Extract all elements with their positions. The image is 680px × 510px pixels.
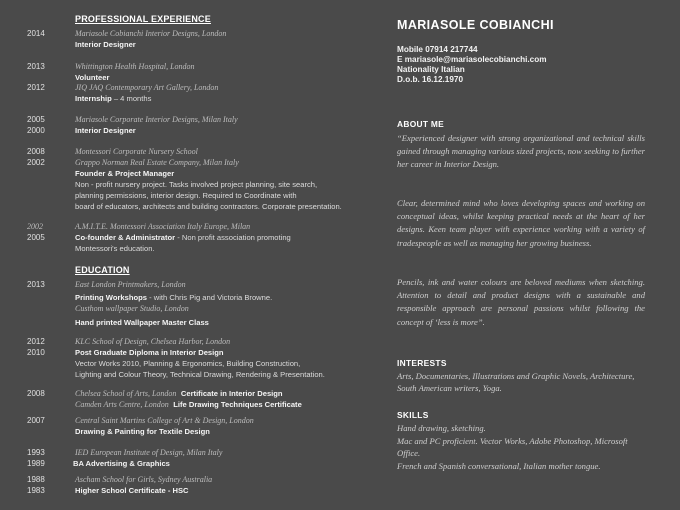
employer: Grappo Norman Real Estate Company, Milan Italy <box>75 158 239 167</box>
job-title: Internship <box>75 94 112 103</box>
section-heading-education: EDUCATION <box>75 265 130 275</box>
job-duration: – 4 months <box>111 94 152 103</box>
skills-item: Mac and PC proficient. Vector Works, Adobe Photoshop, Microsoft Office. <box>397 436 628 458</box>
interests-text: Arts, Documentaries, Illustrations and Graphic Novels, Architecture, South American writers, Yoga. <box>397 371 635 393</box>
year: 2008 <box>27 389 45 398</box>
institution: Chelsea School of Arts, London <box>75 389 177 398</box>
section-heading-skills: SKILLS <box>397 410 429 420</box>
course: BA Advertising & Graphics <box>73 459 170 468</box>
employer: Montessori Corporate Nursery School <box>75 147 198 156</box>
job-description: planning permissions, interior design. Required to Coordinate with <box>75 191 297 200</box>
employer: JIQ JAQ Contemporary Art Gallery, London <box>75 83 219 92</box>
year: 1993 <box>27 448 45 457</box>
institution: Central Saint Martins College of Art & Design, London <box>75 416 254 425</box>
course-line <box>75 293 272 303</box>
job-title: Volunteer <box>75 73 110 82</box>
mobile: Mobile 07914 217744 <box>397 45 478 54</box>
year: 2002 <box>27 222 43 231</box>
section-heading-about: ABOUT ME <box>397 119 445 129</box>
institution: IED European Institute of Design, Milan Italy <box>75 448 223 457</box>
course: Higher School Certificate - HSC <box>75 486 189 495</box>
course: Printing Workshops <box>75 293 148 302</box>
year: 2008 <box>27 147 45 156</box>
section-heading-interests: INTERESTS <box>397 358 447 368</box>
course-description: Lighting and Colour Theory, Technical Drawing, Rendering & Presentation. <box>75 370 325 379</box>
institution: Ascham School for Girls, Sydney Australia <box>75 475 213 484</box>
job-title-suffix: - Non profit association promoting <box>175 233 291 242</box>
course-line <box>75 389 283 399</box>
employer: Mariasole Corporate Interior Designs, Milan Italy <box>75 115 238 124</box>
course: Life Drawing Techniques Certificate <box>173 400 302 409</box>
course: Certificate in Interior Design <box>180 389 283 398</box>
job-title-line <box>75 94 151 104</box>
job-title: Interior Designer <box>75 126 136 135</box>
year: 1989 <box>27 459 45 468</box>
skills-item: French and Spanish conversational, Italian mother tongue. <box>397 461 601 471</box>
institution: East London Printmakers, London <box>75 280 186 289</box>
course-detail: - with Chris Pig and Victoria Browne. <box>147 293 273 302</box>
year: 2000 <box>27 126 45 135</box>
employer: Mariasole Cobianchi Interior Designs, London <box>75 29 227 38</box>
section-heading-experience: PROFESSIONAL EXPERIENCE <box>75 14 211 24</box>
about-paragraph: Clear, determined mind who loves developing spaces and working on conceptual ideas, whilst keeping practical needs at the heart of her designs. Keen team player with experience working with a variety of tradespeople as well as managing her growing business. <box>397 198 645 248</box>
job-description: Montessori's education. <box>75 244 155 253</box>
email: E mariasole@mariasolecobianchi.com <box>397 55 547 64</box>
skills-item: Hand drawing, sketching. <box>397 423 486 433</box>
year: 2012 <box>27 337 45 346</box>
year: 2002 <box>27 158 45 167</box>
year: 2007 <box>27 416 45 425</box>
course: Drawing & Painting for Textile Design <box>75 427 210 436</box>
year: 1983 <box>27 486 45 495</box>
employer: Whittington Health Hospital, London <box>75 62 195 71</box>
job-title: Co-founder & Administrator <box>75 233 176 242</box>
course-line <box>75 400 302 410</box>
about-paragraph: “Experienced designer with strong organizational and technical skills gained through managing various sized projects, now seeking to further her career in Interior Design. <box>397 133 645 170</box>
year: 2005 <box>27 115 45 124</box>
job-title-line <box>75 233 291 243</box>
institution: Custhom wallpaper Studio, London <box>75 304 189 313</box>
year: 2005 <box>27 233 45 242</box>
course-description: Vector Works 2010, Planning & Ergonomics, Building Construction, <box>75 359 301 368</box>
institution: Camden Arts Centre, London <box>75 400 169 409</box>
nationality: Nationality Italian <box>397 65 465 74</box>
year: 2014 <box>27 29 45 38</box>
about-paragraph: Pencils, ink and water colours are beloved mediums when sketching. Attention to detail and product designs with a sustainable and responsible approach are personal passions whilst following the concept of ‘less is more”. <box>397 277 645 327</box>
job-description: board of educators, architects and building contractors. Corporate presentation. <box>75 202 342 211</box>
job-title: Founder & Project Manager <box>75 169 175 178</box>
year: 2012 <box>27 83 45 92</box>
institution: KLC School of Design, Chelsea Harbor, London <box>75 337 231 346</box>
year: 2013 <box>27 280 45 289</box>
candidate-name: MARIASOLE COBIANCHI <box>397 18 554 32</box>
course: Hand printed Wallpaper Master Class <box>75 318 209 327</box>
year: 2013 <box>27 62 45 71</box>
year: 1988 <box>27 475 45 484</box>
job-title: Interior Designer <box>75 40 136 49</box>
employer: A.M.I.T.E. Montessori Association Italy Europe, Milan <box>75 222 251 231</box>
year: 2010 <box>27 348 45 357</box>
date-of-birth: D.o.b. 16.12.1970 <box>397 75 463 84</box>
job-description: Non - profit nursery project. Tasks involved project planning, site search, <box>75 180 318 189</box>
course: Post Graduate Diploma in Interior Design <box>75 348 224 357</box>
